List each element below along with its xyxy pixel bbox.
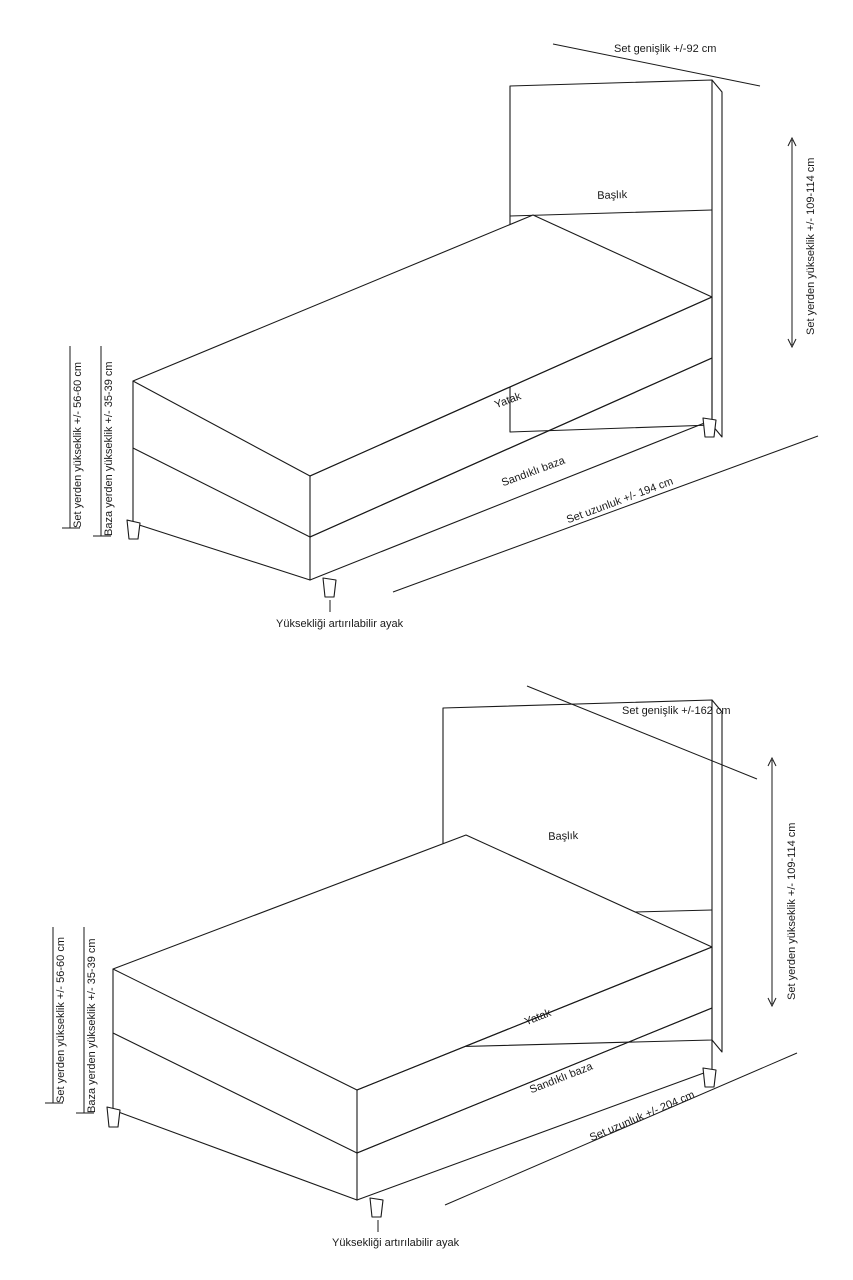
label-headboard-single: Başlık	[597, 188, 628, 202]
legs-shape	[107, 1068, 716, 1217]
label-leg-double: Yüksekliği artırılabilir ayak	[332, 1237, 460, 1249]
legs-shape	[127, 418, 716, 597]
label-leg-single: Yüksekliği artırılabilir ayak	[276, 618, 404, 630]
label-headboard-double: Başlık	[548, 829, 579, 843]
label-base-double: Sandıklı baza	[528, 1060, 595, 1097]
label-set-height-single: Set yerden yükseklik +/- 109-114 cm	[805, 157, 817, 335]
double-bed-figure	[0, 655, 853, 1280]
label-base-height-single: Baza yerden yükseklik +/- 35-39 cm	[103, 361, 115, 536]
label-set-length-single: Set uzunluk +/- 194 cm	[565, 475, 675, 527]
label-mattress-double: Yatak	[523, 1006, 553, 1029]
label-mattress-single: Yatak	[493, 390, 523, 412]
double-bed-drawing	[0, 655, 853, 1280]
label-base-single: Sandıklı baza	[500, 454, 567, 490]
label-set-length-double: Set uzunluk +/- 204 cm	[588, 1088, 697, 1145]
label-set-width-double: Set genişlik +/-162 cm	[622, 705, 731, 717]
label-mattress-height-double: Set yerden yükseklik +/- 56-60 cm	[55, 937, 67, 1103]
label-mattress-height-single: Set yerden yükseklik +/- 56-60 cm	[72, 362, 84, 528]
label-set-width-single: Set genişlik +/-92 cm	[614, 43, 717, 55]
label-set-height-double: Set yerden yükseklik +/- 109-114 cm	[786, 822, 798, 1000]
label-base-height-double: Baza yerden yükseklik +/- 35-39 cm	[86, 938, 98, 1113]
